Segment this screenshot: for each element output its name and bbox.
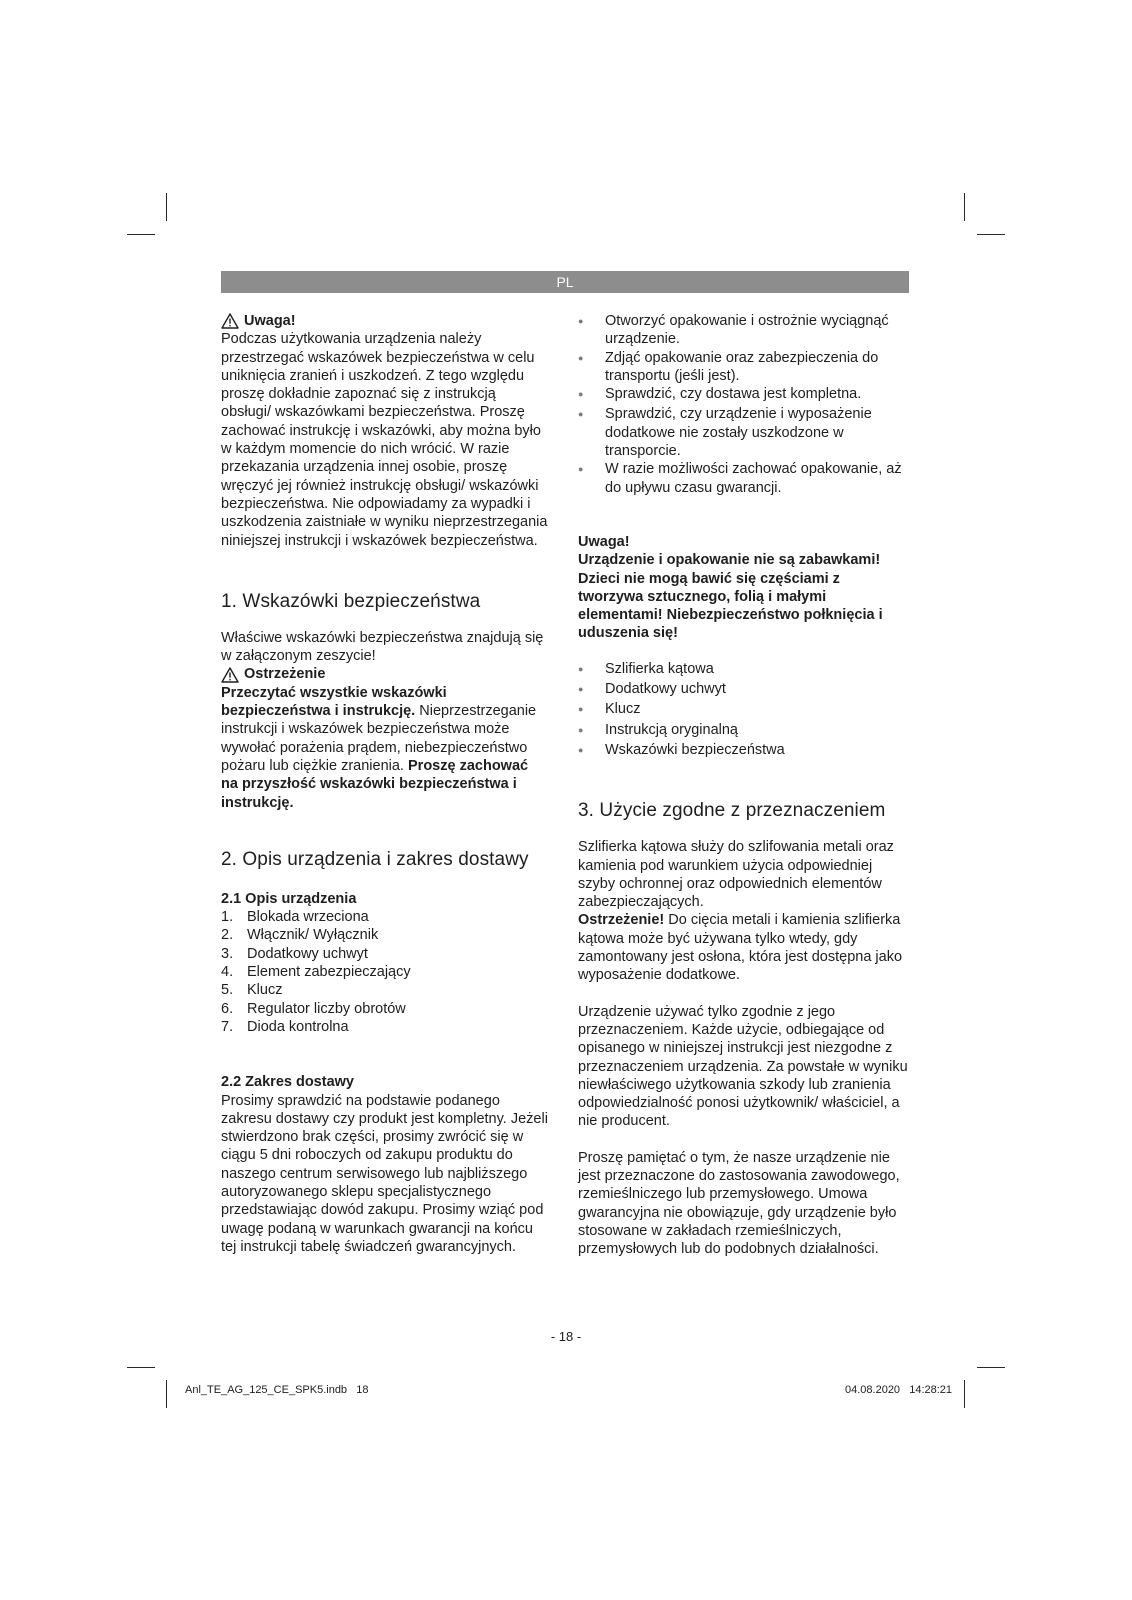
bullet-icon xyxy=(578,312,605,349)
section-3-warning xyxy=(578,911,908,984)
list-item: ● Instrukcją oryginalną xyxy=(578,721,908,741)
intro-text: Podczas użytkowania urządzenia należy przestrzegać wskazówek bezpieczeństwa w celu uniknięcia zranień i uszkodzeń. Z tego względu proszę dokładnie zapoznać się z instrukcją obsługi/ wskazówkami bezpieczeństwa. Proszę zachować instrukcję i wskazówki, aby można było w każdym momencie do nich wrócić. W razie przekazania urządzenia innej osobie, proszę wręczyć jej również instrukcję obsługi/ wskazówki bezpieczeństwa. Nie odpowiadamy za wypadki i uszkodzenia zaistniałe w wyniku nieprzestrzegania niniejszej instrukcji i wskazówek bezpieczeństwa. xyxy=(221,331,548,549)
bullet-icon xyxy=(578,405,605,460)
list-item: 7. Dioda kontrolna xyxy=(221,1018,349,1035)
crop-mark xyxy=(127,1367,155,1368)
section-2-2-title: 2.2 Zakres dostawy xyxy=(221,1074,354,1091)
list-item: ● Dodatkowy uchwyt xyxy=(578,680,908,700)
bullet-icon xyxy=(578,680,605,700)
section-1-warning-text xyxy=(221,684,549,812)
section-2-2-text: Prosimy sprawdzić na podstawie podanego zakresu dostawy czy produkt jest kompletny. Jeżeli stwierdzono brak części, prosimy zwrócić się w ciągu 5 dni roboczych od zakupu produktu do naszego centrum serwisowego lub najbliższego autoryzowanego sklepu specjalistycznego przedstawiając dowód zakupu. Prosimy wziąć pod uwagę podaną w warunkach gwarancji na końcu tej instrukcji tabelę świadczeń gwarancyjnych. xyxy=(221,1092,548,1255)
list-item: ● Zdjąć opakowanie oraz zabezpieczenia do transportu (jeśli jest). xyxy=(578,349,908,386)
list-item: ● Szlifierka kątowa xyxy=(578,660,908,680)
warning-body: Do cięcia metali i kamienia szlifierka kątowa może być używana tylko wtedy, gdy zamontowany jest osłona, która jest dostępna jako wyposażenie dodatkowe. xyxy=(578,912,903,984)
section-1-title: 1. Wskazówki bezpieczeństwa xyxy=(221,590,481,612)
bullet-icon xyxy=(578,460,605,497)
list-item: 4. Element zabezpieczający xyxy=(221,964,411,981)
list-item: ● Wskazówki bezpieczeństwa xyxy=(578,741,908,761)
right-column xyxy=(578,312,908,1258)
bullet-icon xyxy=(578,385,605,405)
crop-mark xyxy=(166,1380,167,1408)
section-3-text-1: Szlifierka kątowa służy do szlifowania metali oraz kamienia pod warunkiem użycia odpowiedniej szyby ochronnej oraz odpowiednich elementów zabezpieczających. xyxy=(578,839,894,911)
list-item: ● Sprawdzić, czy dostawa jest kompletna. xyxy=(578,385,908,405)
footer-file-name: Anl_TE_AG_125_CE_SPK5.indb 18 xyxy=(185,1384,369,1396)
section-3-title: 3. Użycie zgodne z przeznaczeniem xyxy=(578,800,886,822)
section-1-text: Właściwe wskazówki bezpieczeństwa znajdują się w załączonym zeszycie! xyxy=(221,629,544,665)
intro-warning-heading xyxy=(221,312,549,330)
unpacking-steps-list xyxy=(578,312,908,497)
bullet-icon xyxy=(578,349,605,386)
list-item: 3. Dodatkowy uchwyt xyxy=(221,945,368,962)
bullet-icon xyxy=(578,700,605,720)
footer-timestamp: 04.08.2020 14:28:21 xyxy=(845,1384,953,1396)
list-item: 5. Klucz xyxy=(221,982,283,999)
crop-mark xyxy=(977,234,1005,235)
bullet-icon xyxy=(578,660,605,680)
list-item: 1. Blokada wrzeciona xyxy=(221,909,369,926)
warning-triangle-icon xyxy=(221,313,239,329)
list-item: ● W razie możliwości zachować opakowanie, aż do upływu czasu gwarancji. xyxy=(578,460,908,497)
bullet-icon xyxy=(578,721,605,741)
section-2-1-title: 2.1 Opis urządzenia xyxy=(221,890,357,907)
crop-mark xyxy=(166,193,167,221)
list-item: ● Otworzyć opakowanie i ostrożnie wyciągnąć urządzenie. xyxy=(578,312,908,349)
warning-bold-lead: Przeczytać wszystkie wskazówki bezpieczeństwa i instrukcję. xyxy=(221,684,447,720)
section-2-title: 2. Opis urządzenia i zakres dostawy xyxy=(221,848,529,870)
list-item: ● Klucz xyxy=(578,700,908,720)
warning-bold-tail: Proszę zachować na przyszłość wskazówki bezpieczeństwa i instrukcję. xyxy=(221,757,529,811)
warning-bold-lead: Ostrzeżenie! xyxy=(578,912,665,929)
device-parts-list xyxy=(221,908,549,1036)
crop-mark xyxy=(977,1367,1005,1368)
left-column xyxy=(221,312,549,1256)
section-3-text-3: Proszę pamiętać o tym, że nasze urządzenie nie jest przeznaczone do zastosowania zawodowego, rzemieślniczego lub przemysłowego. Umowa gwarancyjna nie obowiązuje, gdy urządzenie było stosowane w zakładach rzemieślniczych, przemysłowych lub do podobnych działalności. xyxy=(578,1149,900,1258)
bullet-icon xyxy=(578,741,605,761)
kids-warning-text: Urządzenie i opakowanie nie są zabawkami! Dzieci nie mogą bawić się częściami z tworzywa sztucznego, folią i małymi elementami! Niebezpieczeństwo połknięcia i uduszenia się! xyxy=(578,552,883,642)
warning-body: Nieprzestrzeganie instrukcji i wskazówek bezpieczeństwa może wywołać porażenia prądem, niebezpieczeństwo pożaru lub ciężkie zranienia. xyxy=(221,703,537,774)
section-1-warning-heading xyxy=(221,665,549,683)
delivery-contents-list xyxy=(578,660,908,761)
list-item: 6. Regulator liczby obrotów xyxy=(221,1000,406,1017)
list-item: ● Sprawdzić, czy urządzenie i wyposażenie dodatkowe nie zostały uszkodzone w transporcie. xyxy=(578,405,908,460)
language-header-bar: PL xyxy=(221,271,909,293)
section-3-text-2: Urządzenie używać tylko zgodnie z jego przeznaczeniem. Każde użycie, odbiegające od opisanego w niniejszej instrukcji jest niezgodne z przeznaczeniem urządzenia. Za powstałe w wyniku niewłaściwego użytkowania szkody lub zranienia odpowiedzialność ponosi użytkownik/ właściciel, a nie producent. xyxy=(578,1003,908,1130)
kids-warning-heading: Uwaga! xyxy=(578,533,630,550)
intro-warning-label: Uwaga! xyxy=(244,313,296,329)
section-1-warning-label: Ostrzeżenie xyxy=(244,666,326,683)
page-number: - 18 - xyxy=(550,1329,582,1344)
list-item: 2. Włącznik/ Wyłącznik xyxy=(221,927,379,944)
crop-mark xyxy=(127,234,155,235)
crop-mark xyxy=(964,1380,965,1408)
warning-triangle-icon xyxy=(221,667,239,683)
crop-mark xyxy=(964,193,965,221)
